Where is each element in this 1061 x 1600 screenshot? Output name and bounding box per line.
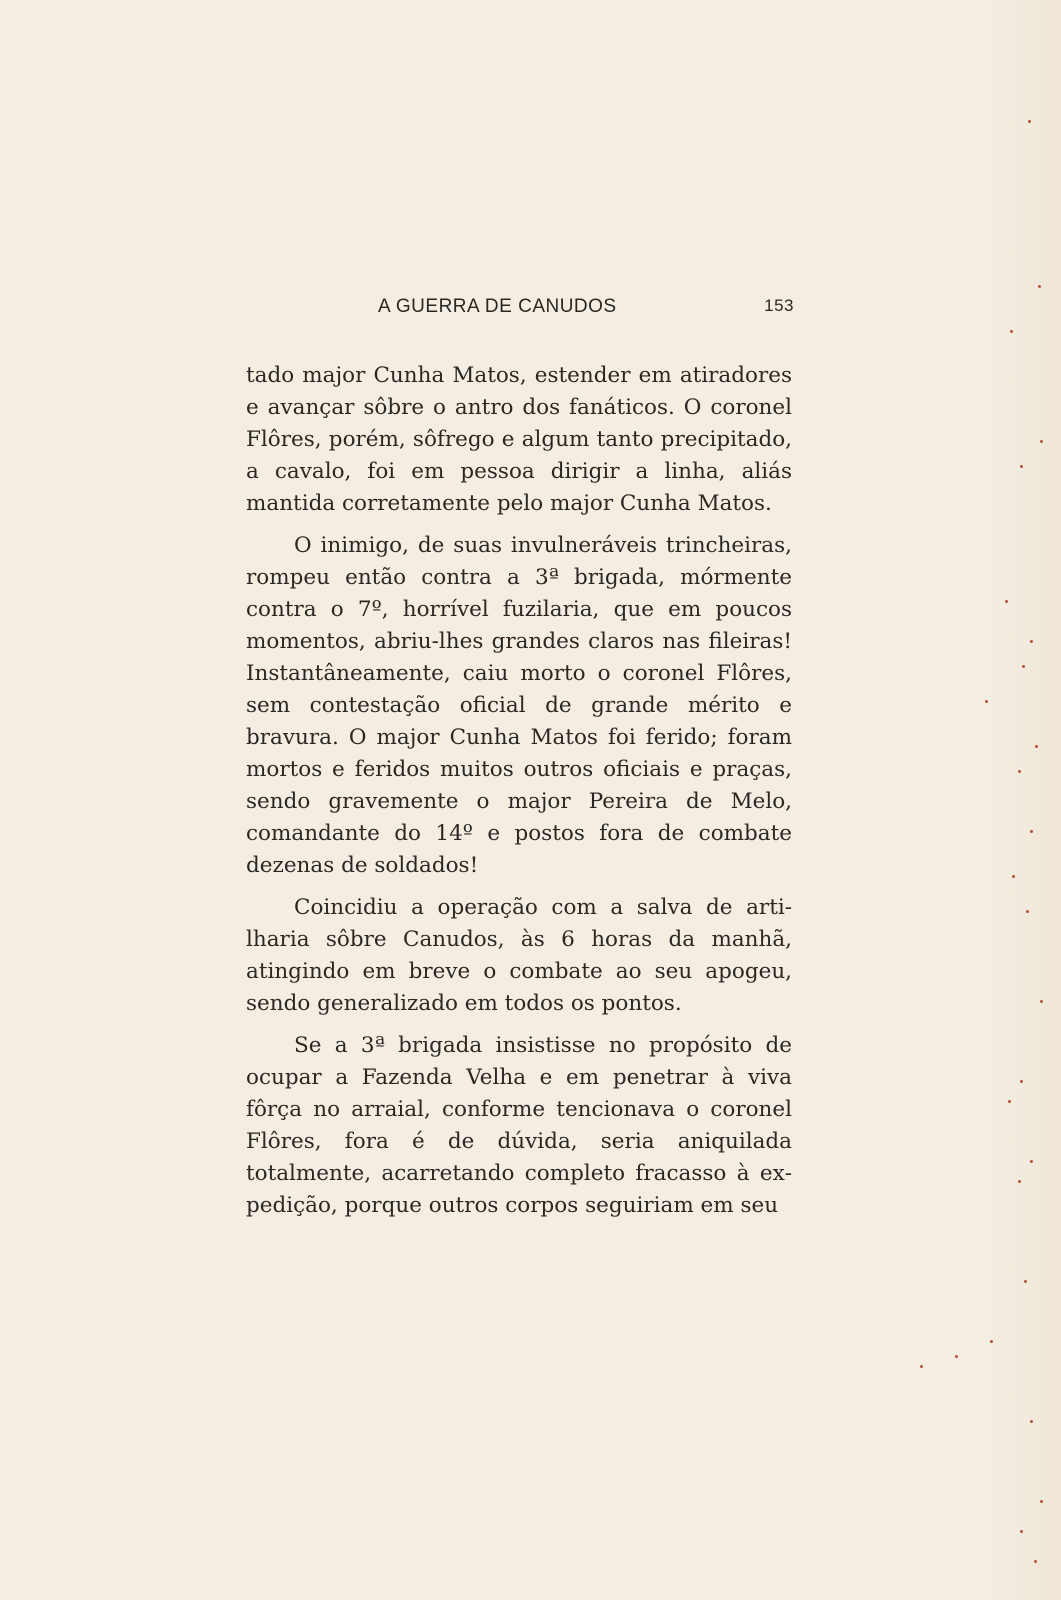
running-header: [248, 296, 794, 322]
paragraph-1: tado major Cunha Matos, estender em atiradores e avançar sôbre o antro dos fanáticos. O coronel Flôres, porém, sôfrego e algum tanto precipitado, a cavalo, foi em pessoa dirigir a linha, aliás mantida corretamente pelo major Cunha Matos.: [246, 363, 792, 516]
body-text: [246, 360, 792, 1222]
paragraph-3: Coincidiu a operação com a salva de artilharia sôbre Canudos, às 6 horas da manhã, atingindo em breve o combate ao seu apogeu, sendo generalizado em todos os pontos.: [246, 895, 792, 1016]
paragraph-2: O inimigo, de suas invulneráveis trincheiras, rompeu então contra a 3ª brigada, mórmente contra o 7º, horrível fuzilaria, que em poucos momentos, abriu-lhes grandes claros nas fileiras! Instantâneamente, caiu morto o coronel Flôres, sem contestação oficial de grande mérito e bravura. O major Cunha Matos foi ferido; foram mortos e feridos muitos outros oficiais e praças, sendo gravemente o major Pereira de Melo, comandante do 14º e postos fora de combate dezenas de soldados!: [246, 533, 792, 878]
page-number: 153: [764, 296, 794, 315]
paragraph-4: Se a 3ª brigada insistisse no propósito de ocupar a Fazenda Velha e em penetrar à viva fôrça no arraial, conforme tencionava o coronel Flôres, fora é de dúvida, seria aniquilada totalmente, acarretando completo fracasso à expedição, porque outros corpos seguiriam em seu: [246, 1033, 792, 1218]
running-title: A GUERRA DE CANUDOS: [378, 296, 617, 317]
page-edge-shadow: [991, 0, 1061, 1600]
